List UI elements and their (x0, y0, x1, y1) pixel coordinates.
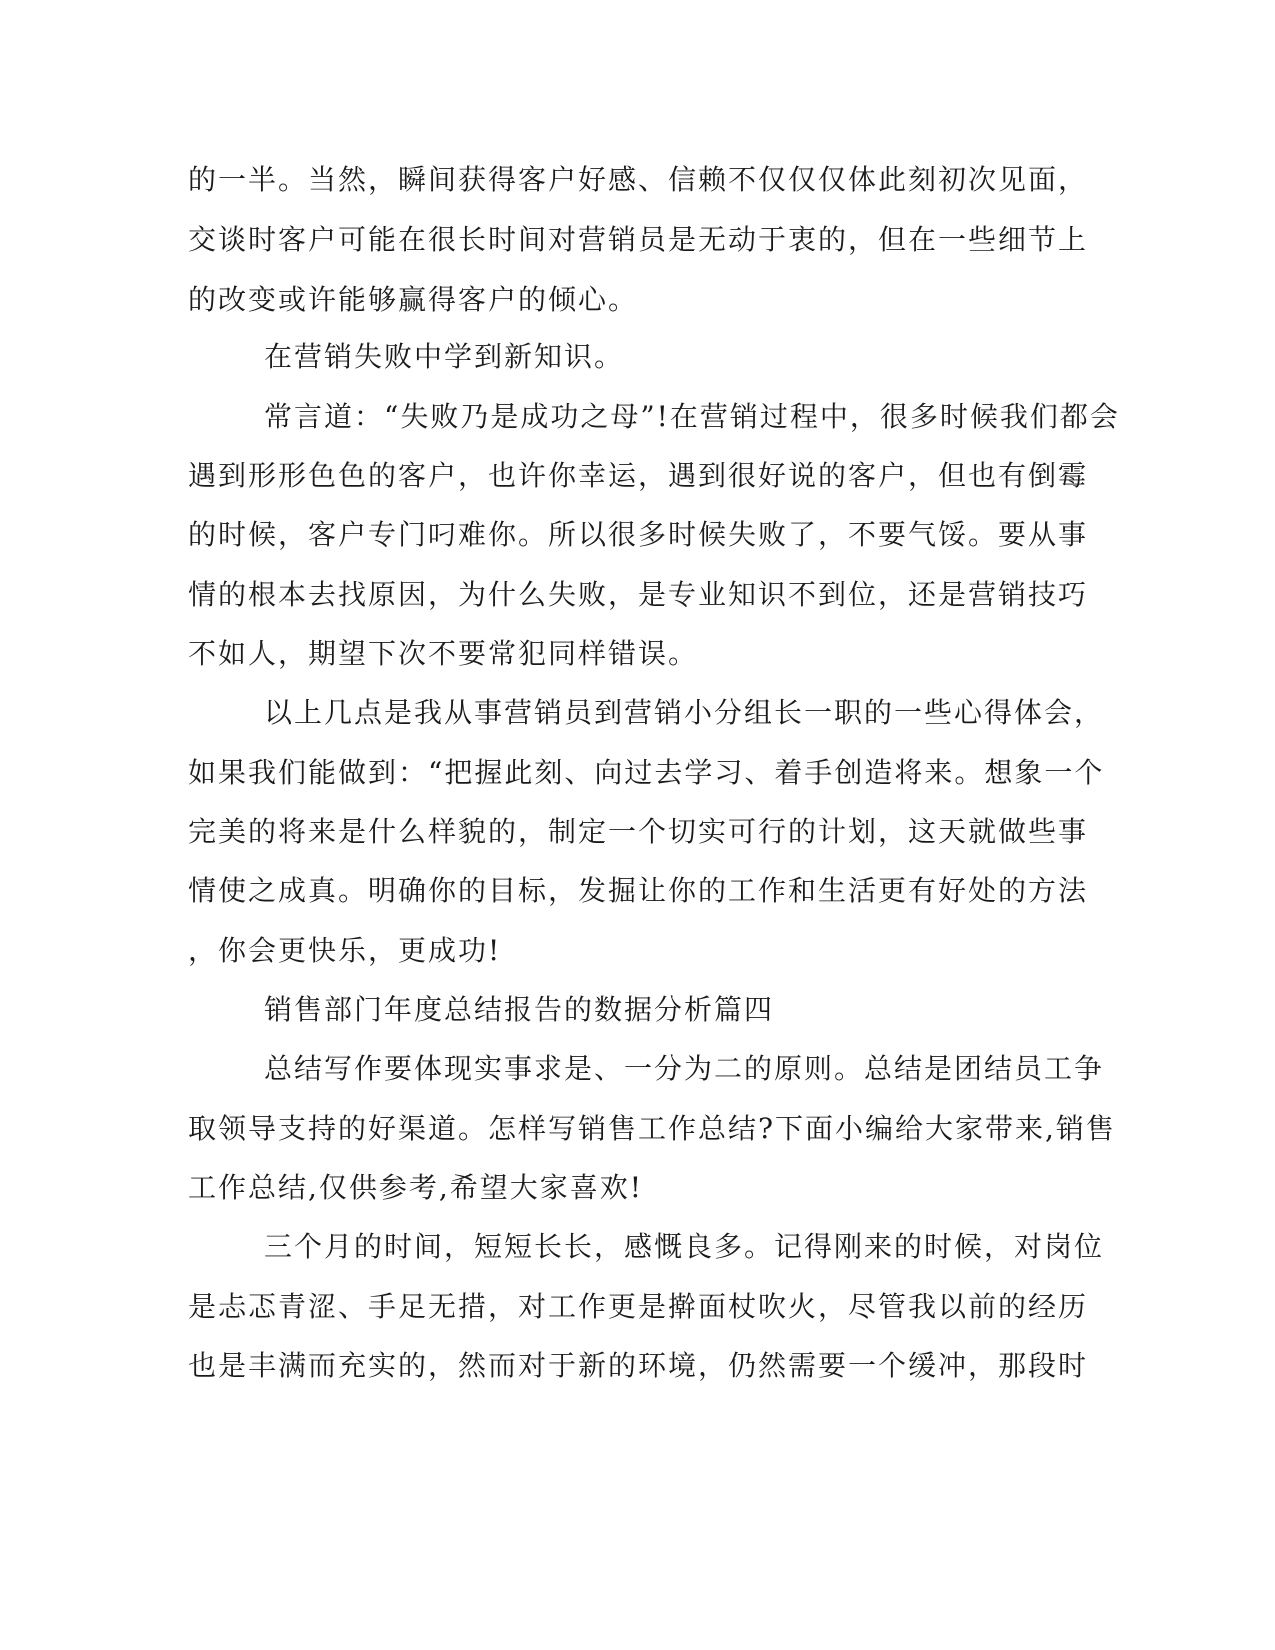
text-line: 取领导支持的好渠道。怎样写销售工作总结?下面小编给大家带来,销售 (188, 1112, 1116, 1145)
text-line: 如果我们能做到：“把握此刻、向过去学习、着手创造将来。想象一个 (188, 756, 1105, 789)
text-line: 三个月的时间，短短长长，感慨良多。记得刚来的时候，对岗位 (264, 1230, 1105, 1263)
text-line: 交谈时客户可能在很长时间对营销员是无动于衷的，但在一些细节上 (188, 223, 1089, 256)
text-line: 常言道：“失败乃是成功之母”!在营销过程中，很多时候我们都会 (264, 400, 1120, 433)
text-line: 工作总结,仅供参考,希望大家喜欢! (188, 1171, 644, 1204)
text-line: 情的根本去找原因，为什么失败，是专业知识不到位，还是营销技巧 (188, 578, 1089, 611)
text-line: 情使之成真。明确你的目标，发掘让你的工作和生活更有好处的方法 (188, 874, 1089, 907)
text-line: 总结写作要体现实事求是、一分为二的原则。总结是团结员工争 (264, 1052, 1105, 1085)
text-line: 的一半。当然，瞬间获得客户好感、信赖不仅仅仅体此刻初次见面， (188, 163, 1089, 196)
section-title: 销售部门年度总结报告的数据分析篇四 (264, 993, 775, 1026)
text-line: ，你会更快乐，更成功! (188, 934, 502, 967)
text-line: 不如人，期望下次不要常犯同样错误。 (188, 637, 699, 670)
text-line: 以上几点是我从事营销员到营销小分组长一职的一些心得体会， (264, 696, 1105, 729)
text-line: 的时候，客户专门叼难你。所以很多时候失败了，不要气馁。要从事 (188, 518, 1089, 551)
text-line: 遇到形形色色的客户，也许你幸运，遇到很好说的客户，但也有倒霉 (188, 459, 1089, 492)
paragraph-heading: 在营销失败中学到新知识。 (264, 340, 625, 373)
text-line: 是忐忑青涩、手足无措，对工作更是擀面杖吹火，尽管我以前的经历 (188, 1290, 1089, 1323)
text-line: 也是丰满而充实的，然而对于新的环境，仍然需要一个缓冲，那段时 (188, 1349, 1089, 1382)
text-line: 完美的将来是什么样貌的，制定一个切实可行的计划，这天就做些事 (188, 815, 1089, 848)
text-line: 的改变或许能够赢得客户的倾心。 (188, 283, 639, 316)
